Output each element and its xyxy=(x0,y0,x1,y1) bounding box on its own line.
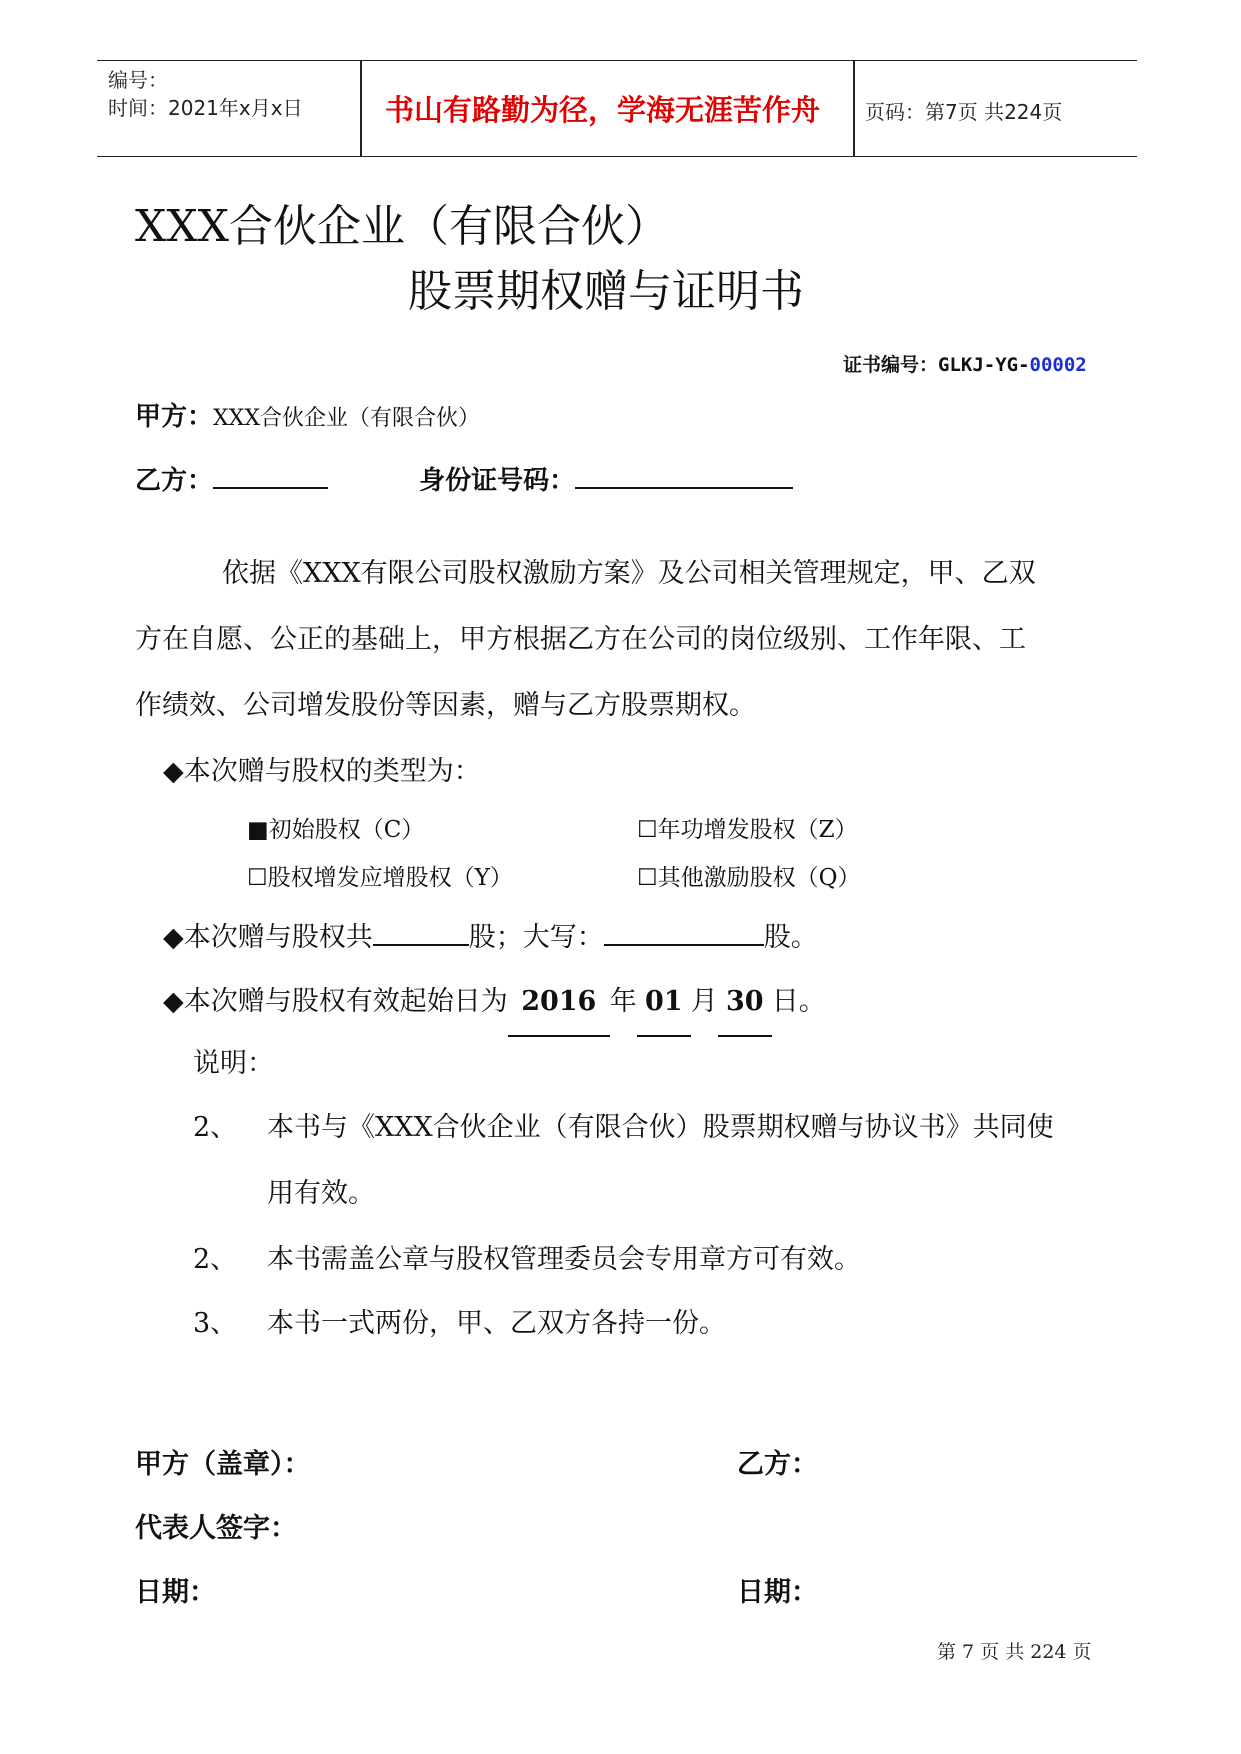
intro-line-1: 依据《XXX有限公司股权激励方案》及公司相关管理规定，甲、乙双 xyxy=(222,558,1036,589)
checkbox-empty-icon: ☐ xyxy=(637,817,658,843)
note-1-line-1: 本书与《XXX合伙企业（有限合伙）股票期权赠与协议书》共同使 xyxy=(267,1112,1054,1143)
note-1-line-2: 用有效。 xyxy=(267,1178,375,1209)
effective-prefix: ◆本次赠与股权有效起始日为 xyxy=(163,986,508,1017)
certificate-prefix: GLKJ-YG- xyxy=(938,354,1030,376)
effective-year: 2016 xyxy=(508,968,610,1037)
effective-date-row xyxy=(163,968,826,1037)
party-a-date-label: 日期： xyxy=(135,1577,216,1608)
party-a-label: 甲方： xyxy=(135,402,214,432)
option-label: 初始股权（C） xyxy=(268,817,425,843)
effective-month: 01 xyxy=(637,968,691,1037)
effective-day-unit: 日。 xyxy=(771,986,826,1017)
intro-line-2: 方在自愿、公正的基础上，甲方根据乙方在公司的岗位级别、工作年限、工 xyxy=(135,624,1026,655)
option-other-equity[interactable] xyxy=(637,859,860,892)
certificate-number xyxy=(843,350,1087,377)
header-divider xyxy=(853,61,855,156)
representative-sign-label: 代表人签字： xyxy=(135,1513,297,1544)
party-b-label: 乙方： xyxy=(135,466,214,496)
shares-suffix: 股。 xyxy=(763,922,818,953)
shares-count-blank[interactable] xyxy=(373,922,469,946)
note-2-number: 2、 xyxy=(193,1244,238,1275)
note-3-line-1: 本书一式两份，甲、乙双方各持一份。 xyxy=(267,1308,726,1339)
checkbox-empty-icon: ☐ xyxy=(637,865,658,891)
header-number-label: 编号： xyxy=(108,68,168,92)
checkbox-checked-icon: ■ xyxy=(247,817,269,843)
shares-unit: 股；大写： xyxy=(468,922,604,953)
note-1-number: 2、 xyxy=(193,1112,238,1143)
option-initial-equity[interactable] xyxy=(247,811,424,844)
shares-uppercase-blank[interactable] xyxy=(604,922,764,946)
certificate-serial: 00002 xyxy=(1029,354,1087,376)
effective-day: 30 xyxy=(718,968,772,1037)
title-line-2: 股票期权赠与证明书 xyxy=(408,266,804,317)
option-seniority-equity[interactable] xyxy=(637,811,858,844)
note-3-number: 3、 xyxy=(193,1308,238,1339)
type-heading: ◆本次赠与股权的类型为： xyxy=(163,756,481,787)
certificate-label: 证书编号： xyxy=(843,354,939,376)
party-a-seal-label: 甲方（盖章）： xyxy=(135,1449,311,1480)
header-time-label: 时间：2021年x月x日 xyxy=(108,96,303,120)
party-a-value: XXX合伙企业（有限合伙） xyxy=(213,406,481,431)
notes-heading: 说明： xyxy=(193,1048,274,1079)
intro-line-3: 作绩效、公司增发股份等因素，赠与乙方股票期权。 xyxy=(135,690,756,721)
party-b-sign-label: 乙方： xyxy=(737,1449,818,1480)
checkbox-empty-icon: ☐ xyxy=(247,865,268,891)
option-label: 年功增发股权（Z） xyxy=(657,817,858,843)
id-number-blank[interactable] xyxy=(575,465,793,489)
effective-month-unit: 月 xyxy=(690,986,718,1017)
title-line-1: XXX合伙企业（有限合伙） xyxy=(135,201,669,252)
shares-row xyxy=(163,904,818,971)
shares-prefix: ◆本次赠与股权共 xyxy=(163,922,373,953)
header-page-info: 页码：第7页 共224页 xyxy=(865,100,1063,124)
id-number-label: 身份证号码： xyxy=(419,466,576,496)
party-b-name-blank[interactable] xyxy=(213,465,328,489)
option-increase-equity[interactable] xyxy=(247,859,513,892)
header-motto: 书山有路勤为径，学海无涯苦作舟 xyxy=(385,93,821,127)
option-label: 其他激励股权（Q） xyxy=(657,865,861,891)
party-b-date-label: 日期： xyxy=(737,1577,818,1608)
party-b-row xyxy=(135,460,793,497)
effective-year-unit: 年 xyxy=(609,986,637,1017)
note-2-line-1: 本书需盖公章与股权管理委员会专用章方可有效。 xyxy=(267,1244,861,1275)
option-label: 股权增发应增股权（Y） xyxy=(267,865,513,891)
party-a-row xyxy=(135,396,480,433)
footer-page-number: 第 7 页 共 224 页 xyxy=(937,1641,1092,1663)
header-divider xyxy=(360,61,362,156)
